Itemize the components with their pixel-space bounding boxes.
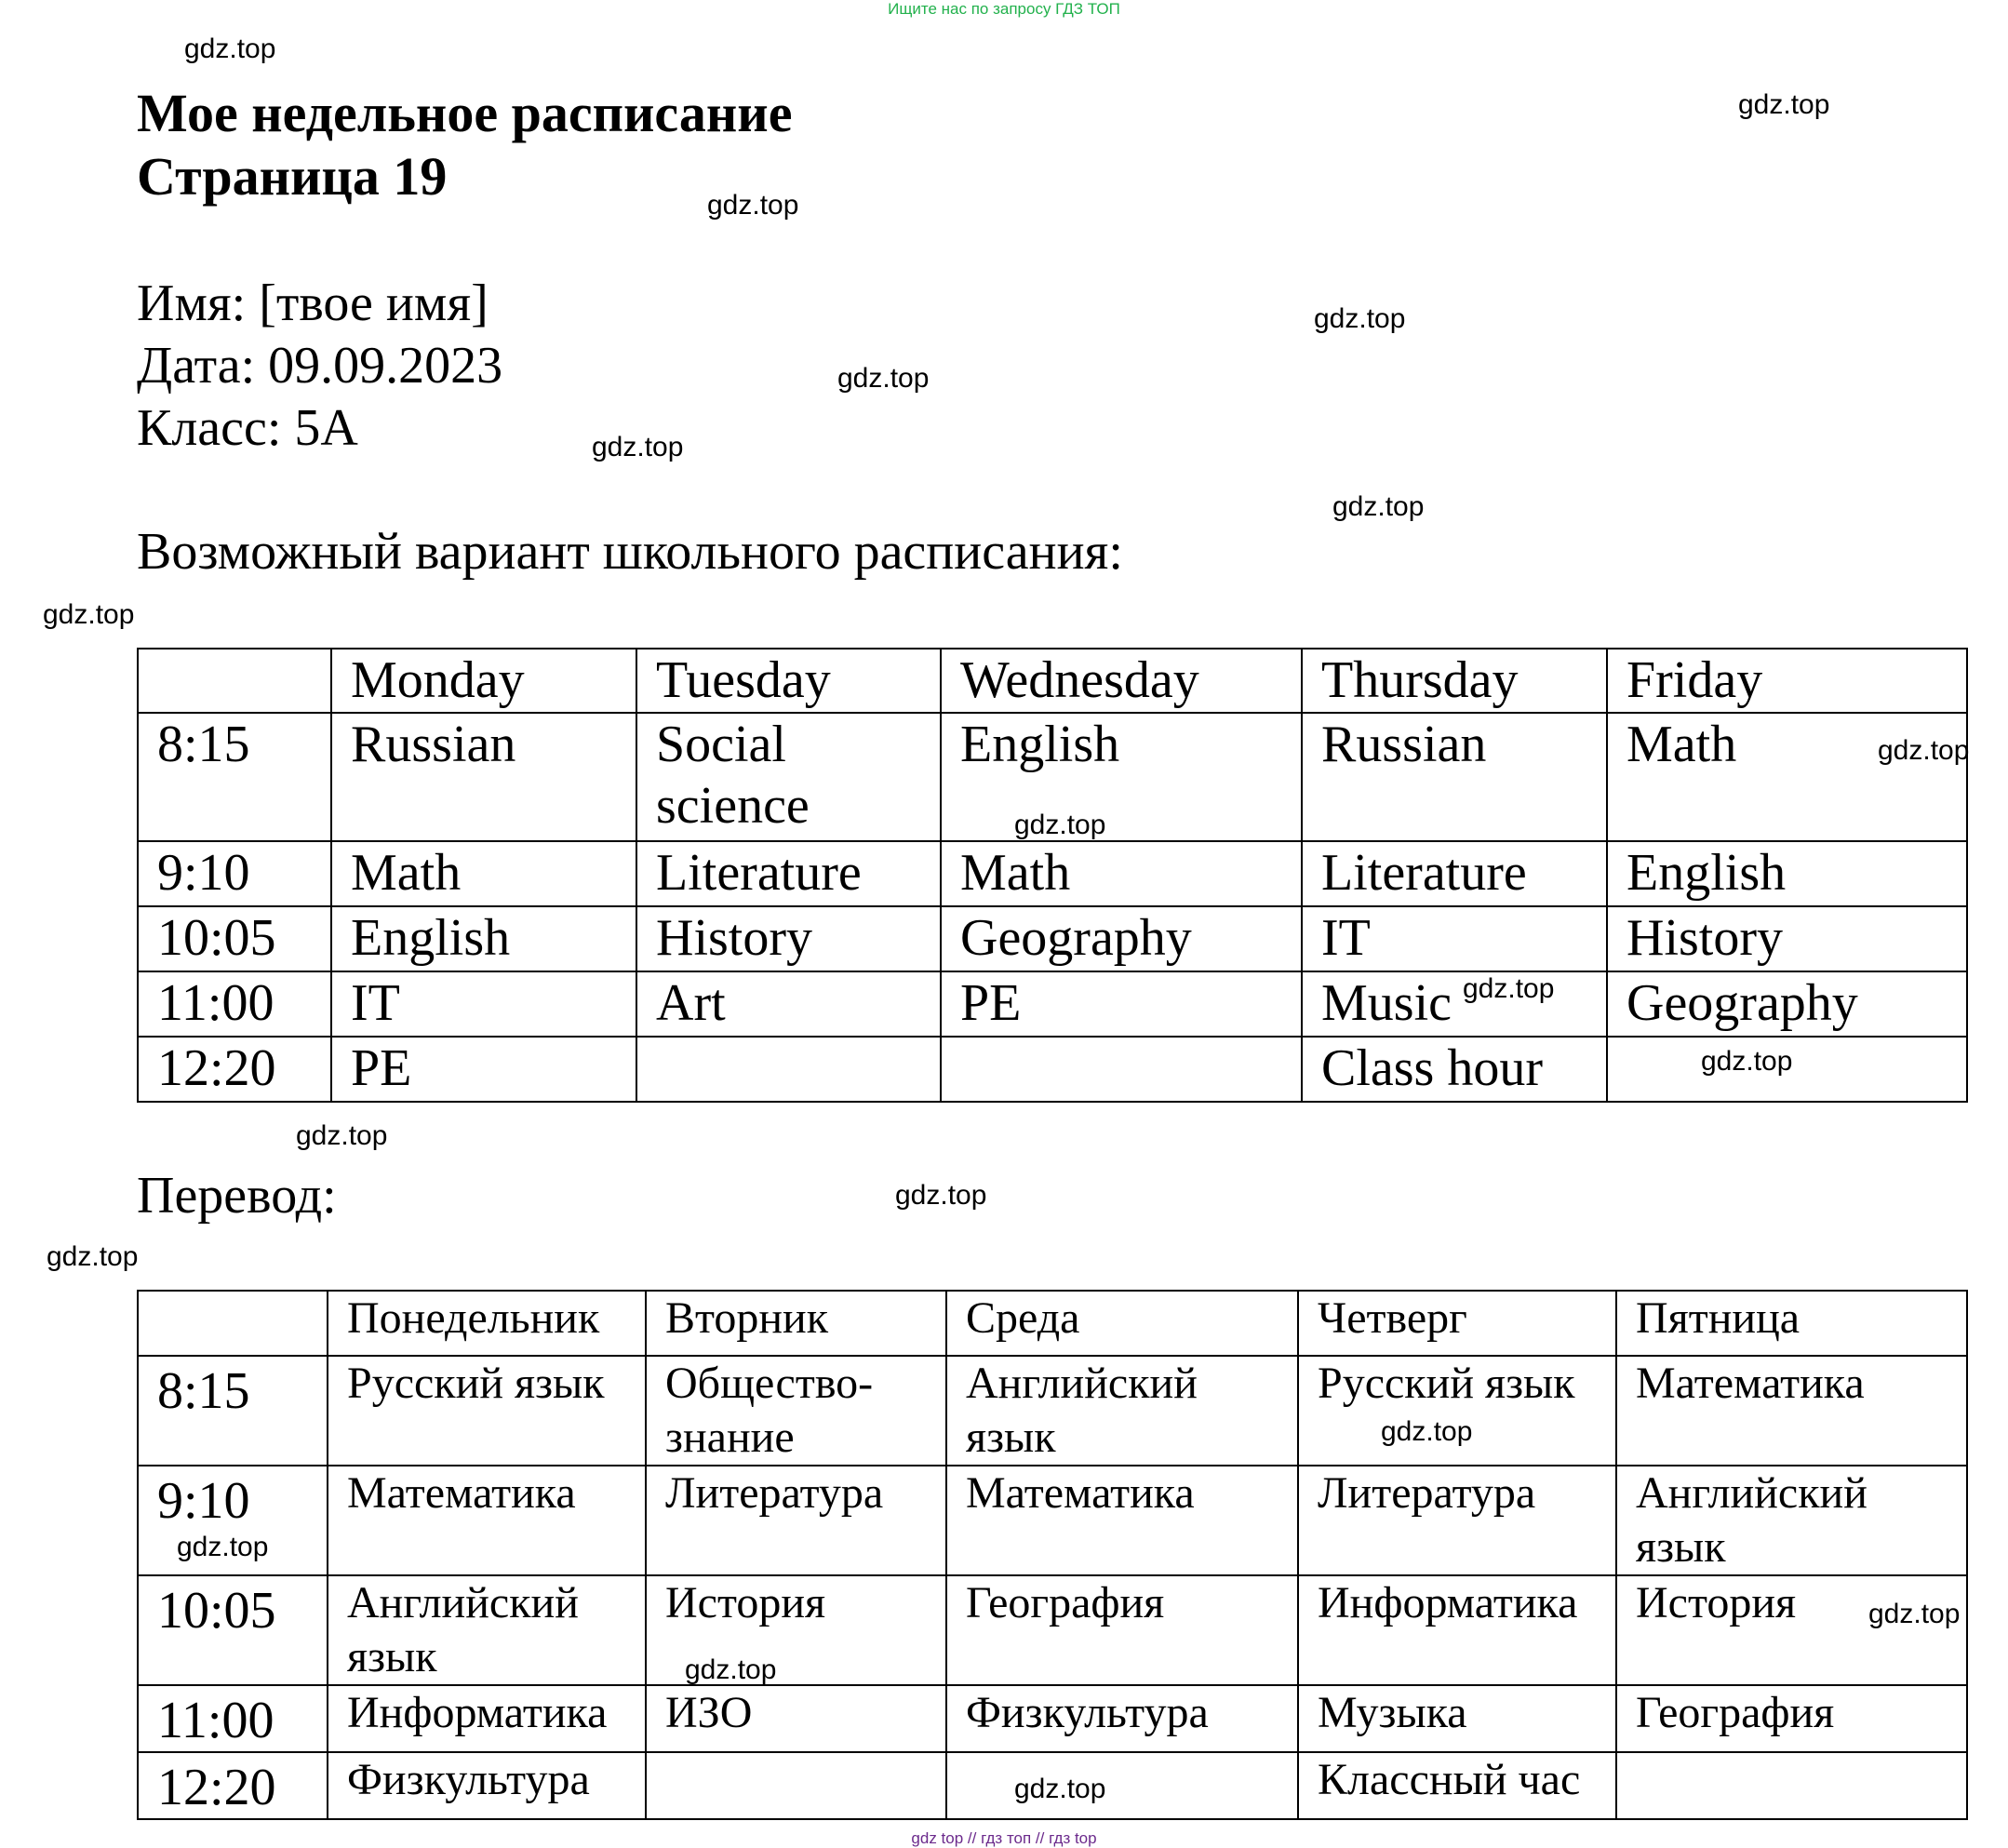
lesson-cell: Geography [1607, 971, 1967, 1037]
lesson-cell: History [1607, 906, 1967, 971]
table-row [138, 1037, 1967, 1102]
lesson-cell: Математика [328, 1466, 646, 1575]
table-row [138, 1685, 1967, 1752]
table-row [138, 1356, 1967, 1466]
lesson-cell: Class hour [1302, 1037, 1607, 1102]
lesson-cell: Русский язык [328, 1356, 646, 1466]
lesson-cell: Art [636, 971, 941, 1037]
header-row [138, 1291, 1967, 1356]
table-row [138, 1752, 1967, 1819]
lesson-cell: Информатика [1298, 1575, 1616, 1685]
name-line: Имя: [твое имя] [137, 275, 489, 332]
watermark: gdz.top [837, 363, 930, 394]
lesson-cell [1607, 1037, 1967, 1102]
table-row [138, 1575, 1967, 1685]
lesson-cell: Английский язык [328, 1575, 646, 1685]
table-row [138, 713, 1967, 841]
lesson-cell [946, 1752, 1298, 1819]
day-header: Thursday [1302, 649, 1607, 713]
watermark: gdz.top [1463, 973, 1555, 1004]
day-header: Пятница [1616, 1291, 1967, 1356]
lesson-cell: Russian [1302, 713, 1607, 841]
time-cell: 12:20 [138, 1752, 328, 1819]
watermark: gdz.top [1868, 1599, 1961, 1629]
lesson-cell: Математика [1616, 1356, 1967, 1466]
time-cell: 11:00 [138, 971, 331, 1037]
lesson-cell: Английский язык [946, 1356, 1298, 1466]
lesson-cell: Математика [946, 1466, 1298, 1575]
lesson-cell: Информатика [328, 1685, 646, 1752]
watermark: gdz.top [1381, 1416, 1473, 1447]
lesson-cell: Math [331, 841, 636, 906]
day-header: Среда [946, 1291, 1298, 1356]
time-cell: 9:10 [138, 841, 331, 906]
lesson-cell: Social science [636, 713, 941, 841]
watermark: gdz.top [177, 1532, 269, 1562]
watermark: gdz.top [296, 1120, 388, 1151]
schedule-heading: Возможный вариант школьного расписания: [137, 523, 1123, 581]
lesson-cell: Классный час [1298, 1752, 1616, 1819]
time-cell: 10:05 [138, 906, 331, 971]
day-header: Четверг [1298, 1291, 1616, 1356]
lesson-cell: Geography [941, 906, 1302, 971]
schedule-table-russian [137, 1290, 1968, 1820]
lesson-cell: English [1607, 841, 1967, 906]
day-header: Вторник [646, 1291, 946, 1356]
watermark: gdz.top [685, 1654, 777, 1685]
lesson-cell: Английский язык [1616, 1466, 1967, 1575]
footer-links[interactable]: gdz top // гдз топ // гдз top [911, 1829, 1097, 1847]
page-title: Мое недельное расписание [137, 83, 793, 143]
lesson-cell: География [1616, 1685, 1967, 1752]
date-line: Дата: 09.09.2023 [137, 337, 503, 395]
watermark: gdz.top [895, 1180, 987, 1211]
lesson-cell: География [946, 1575, 1298, 1685]
lesson-cell: Math [1607, 713, 1967, 841]
time-cell: 11:00 [138, 1685, 328, 1752]
time-cell: 8:15 [138, 713, 331, 841]
watermark: gdz.top [1701, 1046, 1793, 1077]
table-row [138, 841, 1967, 906]
lesson-cell [646, 1752, 946, 1819]
lesson-cell: Music [1302, 971, 1607, 1037]
lesson-cell: Russian [331, 713, 636, 841]
header-row [138, 649, 1967, 713]
time-cell: 10:05 [138, 1575, 328, 1685]
watermark: gdz.top [184, 33, 276, 64]
class-line: Класс: 5А [137, 399, 358, 457]
corner-cell [138, 649, 331, 713]
lesson-cell: ИЗО [646, 1685, 946, 1752]
corner-cell [138, 1291, 328, 1356]
table-row [138, 1466, 1967, 1575]
lesson-cell: Math [941, 841, 1302, 906]
lesson-cell: Музыка [1298, 1685, 1616, 1752]
watermark: gdz.top [1014, 1774, 1106, 1804]
lesson-cell: Литература [646, 1466, 946, 1575]
lesson-cell [636, 1037, 941, 1102]
watermark: gdz.top [43, 599, 135, 630]
lesson-cell: History [636, 906, 941, 971]
lesson-cell: Literature [636, 841, 941, 906]
watermark: gdz.top [1738, 89, 1830, 120]
lesson-cell: История [1616, 1575, 1967, 1685]
day-header: Monday [331, 649, 636, 713]
lesson-cell [941, 1037, 1302, 1102]
translation-heading: Перевод: [137, 1167, 337, 1225]
day-header: Friday [1607, 649, 1967, 713]
lesson-cell: Физкультура [946, 1685, 1298, 1752]
time-cell: 12:20 [138, 1037, 331, 1102]
lesson-cell: PE [331, 1037, 636, 1102]
watermark: gdz.top [1878, 735, 1970, 766]
day-header: Wednesday [941, 649, 1302, 713]
lesson-cell: История [646, 1575, 946, 1685]
day-header: Понедельник [328, 1291, 646, 1356]
lesson-cell: English [941, 713, 1302, 841]
day-header: Tuesday [636, 649, 941, 713]
lesson-cell: Физкультура [328, 1752, 646, 1819]
schedule-table-english [137, 648, 1968, 1103]
lesson-cell [1616, 1752, 1967, 1819]
watermark: gdz.top [1314, 303, 1406, 334]
time-cell: 8:15 [138, 1356, 328, 1466]
lesson-cell: PE [941, 971, 1302, 1037]
lesson-cell: IT [1302, 906, 1607, 971]
watermark: gdz.top [47, 1241, 139, 1272]
lesson-cell: Literature [1302, 841, 1607, 906]
lesson-cell: Русский язык [1298, 1356, 1616, 1466]
time-cell: 9:10 [138, 1466, 328, 1575]
lesson-cell: IT [331, 971, 636, 1037]
watermark: gdz.top [707, 190, 799, 221]
lesson-cell: English [331, 906, 636, 971]
page-subtitle: Страница 19 [137, 146, 448, 207]
table-row [138, 971, 1967, 1037]
lesson-cell: Общество-знание [646, 1356, 946, 1466]
search-banner[interactable]: Ищите нас по запросу ГДЗ ТОП [888, 0, 1120, 18]
lesson-cell: Литература [1298, 1466, 1616, 1575]
table-row [138, 906, 1967, 971]
watermark: gdz.top [1332, 491, 1425, 522]
watermark: gdz.top [592, 432, 684, 462]
watermark: gdz.top [1014, 810, 1106, 840]
